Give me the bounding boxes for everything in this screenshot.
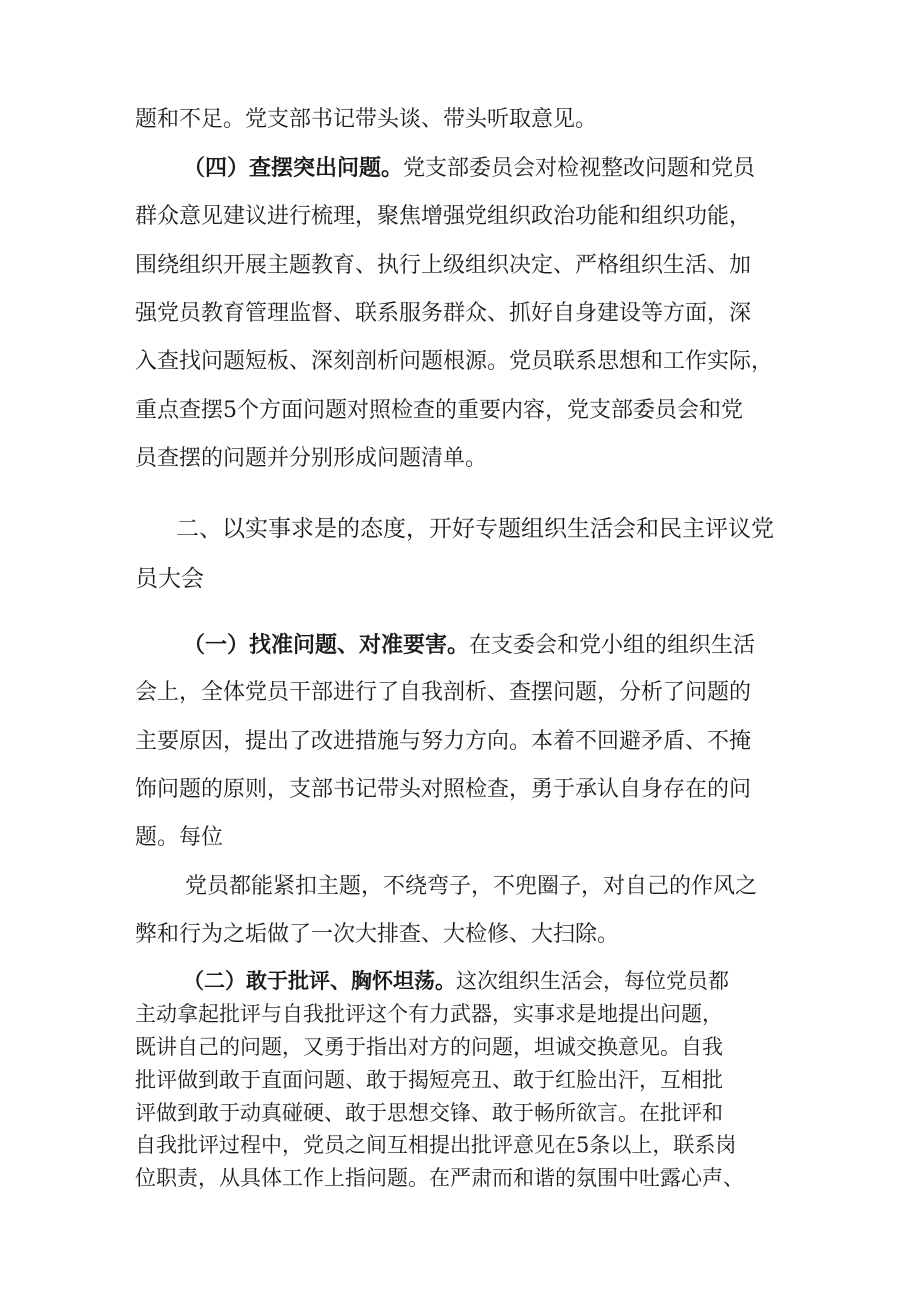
paragraph-first-line — [183, 969, 729, 993]
text-line: 群众意见建议进行梳理，聚焦增强党组织政治功能和组织功能， — [135, 204, 752, 229]
text-line: 题。每位 — [135, 825, 224, 850]
text-line: 位职责，从具体工作上指问题。在严肃而和谐的氛围中吐露心声、 — [135, 1166, 744, 1190]
text-line: 饰问题的原则，支部书记带头对照检查，勇于承认自身存在的问 — [135, 777, 752, 802]
text-line: 主动拿起批评与自我批评这个有力武器，实事求是地提出问题， — [135, 1002, 723, 1026]
section-lead: （二）敢于批评、胸怀坦荡。 — [183, 968, 456, 993]
text-line: 会上，全体党员干部进行了自我剖析、查摆问题，分析了问题的 — [135, 680, 752, 705]
paragraph-first-line: 党员都能紧扣主题，不绕弯子，不兜圈子，对自己的作风之 — [185, 874, 758, 899]
paragraph-first-line — [183, 155, 755, 182]
paragraph-first-line — [183, 632, 755, 659]
text-line: 自我批评过程中，党员之间互相提出批评意见在5条以上，联系岗 — [135, 1133, 737, 1157]
text-line: 员查摆的问题并分别形成问题清单。 — [135, 446, 488, 471]
section-heading-continued: 员大会 — [135, 566, 204, 592]
text-line: 重点查摆5个方面问题对照检查的重要内容，党支部委员会和党 — [135, 398, 743, 423]
text-line: 入查找问题短板、深刻剖析问题根源。党员联系思想和工作实际， — [135, 349, 774, 374]
text-line: 弊和行为之垢做了一次大排查、大检修、大扫除。 — [135, 922, 620, 947]
text-line: 强党员教育管理监督、联系服务群众、抓好自身建设等方面，深 — [135, 301, 752, 326]
text-line: 主要原因，提出了改进措施与努力方向。本着不回避矛盾、不掩 — [135, 729, 752, 754]
text-line: 围绕组织开展主题教育、执行上级组织决定、严格组织生活、加 — [135, 253, 752, 278]
text-span: 在支委会和党小组的组织生活 — [469, 633, 756, 658]
text-line: 批评做到敢于直面问题、敢于揭短亮丑、敢于红脸出汗，互相批 — [135, 1068, 723, 1092]
text-span: 党支部委员会对检视整改问题和党员 — [403, 156, 756, 181]
text-line: 既讲自己的问题，又勇于指出对方的问题，坦诚交换意见。自我 — [135, 1035, 723, 1059]
section-heading: 二、以实事求是的态度，开好专题组织生活会和民主评议党 — [176, 516, 774, 542]
text-line: 题和不足。党支部书记带头谈、带头听取意见。 — [135, 107, 598, 132]
text-line: 评做到敢于动真碰硬、敢于思想交锋、敢于畅所欲言。在批评和 — [135, 1101, 723, 1125]
section-lead: （一）找准问题、对准要害。 — [183, 632, 470, 658]
text-span: 这次组织生活会，每位党员都 — [456, 969, 729, 993]
section-lead: （四）查摆突出问题。 — [183, 155, 404, 181]
